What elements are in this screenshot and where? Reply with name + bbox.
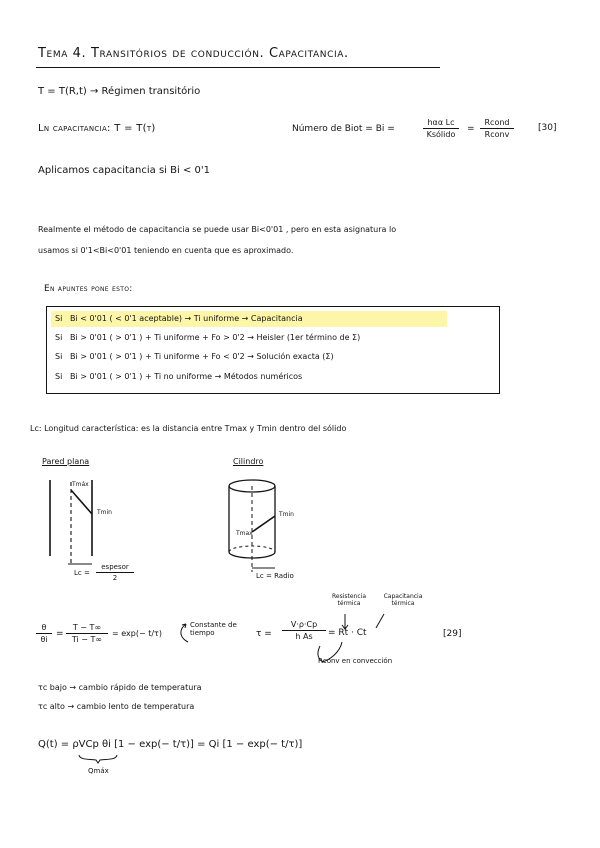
tau-num: V·ρ·Cp	[290, 620, 318, 629]
biot-numerator: hαα Lc	[427, 118, 455, 127]
case-text: Bi > 0'01 ( > 0'1 ) + Ti uniforme + Fo > 0'2 → Heisler (1er término de Σ)	[69, 333, 361, 342]
fraction-bar	[480, 128, 514, 129]
theta-ratio	[36, 623, 52, 644]
biot-label: Número de Biot = Bi =	[292, 124, 395, 134]
lc-definition: Lc: Longitud característica: es la distancia entre Tmax y Tmin dentro del sólido	[30, 424, 347, 433]
case-row-2	[55, 334, 360, 343]
title-underline	[36, 67, 440, 68]
case-si: Si	[55, 314, 63, 323]
tau-lhs: τ =	[256, 629, 272, 639]
cylinder-tmax: Tmax	[236, 530, 253, 537]
biot-fraction-2	[480, 118, 514, 139]
capacitance-label: Ln capacitancia: T = T(t)	[38, 123, 156, 134]
cylinder-tmin: Tmin	[279, 511, 294, 518]
cylinder-figure	[225, 474, 295, 584]
case-si: Si	[55, 352, 63, 361]
cylinder-title: Cilindro	[233, 457, 264, 466]
temp-ratio-num: T − T∞	[72, 623, 102, 632]
plate-lc-fraction	[96, 563, 134, 582]
rconv-label: Rconv en convección	[318, 657, 393, 665]
regime-line: T = T(R,t) → Régimen transitório	[38, 86, 201, 97]
notes-intro: En apuntes pone esto:	[44, 284, 133, 294]
tau-low-note: τc bajo → cambio rápido de temperatura	[38, 683, 202, 692]
tau-pointer-arrow	[176, 620, 190, 646]
q-brace	[78, 754, 118, 764]
apply-line: Aplicamos capacitancia si Bi < 0'1	[38, 165, 210, 176]
theta: θ	[41, 623, 47, 632]
tau-rhs: = Rt · Ct	[328, 628, 367, 638]
rconv: Rconv	[484, 130, 510, 139]
biot-denominator: Ksólido	[426, 130, 456, 139]
fraction-bar	[96, 572, 134, 573]
plate-tmin: Tmin	[97, 509, 112, 516]
exp-term: = exp(− t/τ)	[112, 629, 162, 638]
paragraph-line-1: Realmente el método de capacitancia se puede usar Bi<0'01 , pero en esta asignatura lo	[38, 225, 397, 234]
tau-high-note: τc alto → cambio lento de temperatura	[38, 702, 195, 711]
tau-den: h As	[295, 632, 313, 641]
biot-equals: =	[467, 124, 475, 134]
thermal-resistance-label: Resistencia térmica	[332, 593, 366, 607]
theta-i: θi	[40, 635, 48, 644]
page-title: Tema 4. Transitórios de conducción. Capacitancia.	[38, 46, 349, 61]
paragraph-line-2: usamos si 0'1<Bi<0'01 teniendo en cuenta que es aproximado.	[38, 246, 294, 255]
temp-ratio-den: Ti − T∞	[71, 635, 103, 644]
case-row-1	[55, 315, 303, 324]
biot-ref: [30]	[538, 123, 557, 133]
fraction-bar	[66, 633, 108, 634]
plate-lc-num: espesor	[101, 563, 129, 571]
fraction-bar	[423, 128, 459, 129]
cylinder-lc: Lc = Radio	[256, 572, 294, 580]
case-text: Bi > 0'01 ( > 0'1 ) + Ti no uniforme → Métodos numéricos	[69, 372, 303, 381]
equals-sign: =	[56, 629, 64, 639]
plate-lc-den: 2	[112, 574, 118, 582]
fraction-bar	[36, 633, 52, 634]
rcond: Rcond	[484, 118, 510, 127]
case-text: Bi < 0'01 ( < 0'1 aceptable) → Ti uniforme → Capacitancia	[69, 314, 303, 323]
formula-ref: [29]	[443, 629, 462, 639]
thermal-capacitance-label: Capacitancia térmica	[383, 593, 423, 607]
q-equation: Q(t) = ρVCp θi [1 − exp(− t/τ)] = Qi [1 − exp(− t/τ)]	[38, 739, 303, 750]
plate-tmax: Tmáx	[72, 481, 89, 488]
case-si: Si	[55, 333, 63, 342]
case-text: Bi > 0'01 ( > 0'1 ) + Ti uniforme + Fo < 0'2 → Solución exacta (Σ)	[69, 352, 334, 361]
plate-title: Pared plana	[42, 457, 90, 466]
plate-lc: Lc =	[74, 569, 90, 577]
temp-ratio	[66, 623, 108, 644]
time-constant-label: Constante de tiempo	[190, 621, 237, 637]
q-max-label: Qmáx	[88, 767, 109, 775]
case-row-3	[55, 353, 334, 362]
case-row-4	[55, 373, 302, 382]
biot-fraction-1	[423, 118, 459, 139]
case-si: Si	[55, 372, 63, 381]
